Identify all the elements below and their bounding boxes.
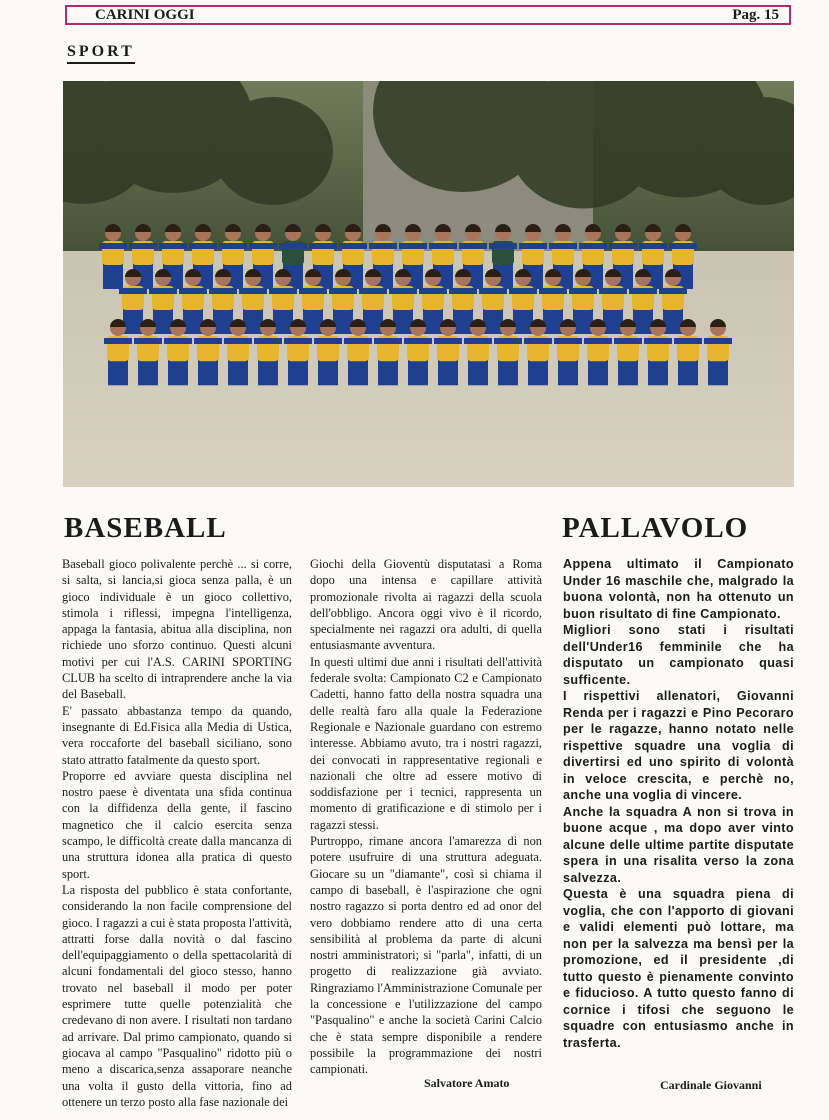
baseball-column-1 — [62, 556, 292, 1110]
article-paragraph: Migliori sono stati i risultati dell'Under16 femminile che ha disputato un campionato quasi sufficente. — [563, 623, 794, 687]
article-paragraph: E' passato abbastanza tempo da quando, insegnante di Ed.Fisica alla Media di Ustica, vera roccaforte del baseball siciliano, sono stato attratto fatalmente da questo sport. — [62, 703, 292, 767]
page-header — [65, 5, 791, 25]
pallavolo-column — [563, 556, 794, 1051]
page-number: Pag. 15 — [732, 6, 779, 23]
baseball-column-2 — [310, 556, 542, 1078]
article-paragraph: Appena ultimato il Campionato Under 16 maschile che, malgrado la buona volontà, non ha ottenuto un buon risultato di fine Campionato. — [563, 557, 794, 621]
article-paragraph: I rispettivi allenatori, Giovanni Renda per i ragazzi e Pino Pecoraro per le ragazze, hanno notato nelle rispettive squadre una voglia di divertirsi ed uno spirito di volontà in veloce crescita, e perchè no, anche una voglia di vincere. — [563, 689, 794, 802]
pallavolo-author: Cardinale Giovanni — [660, 1078, 762, 1092]
team-photo — [63, 81, 794, 487]
article-paragraph: Anche la squadra A non si trova in buone acque , ma dopo aver vinto alcune delle ultime partite disputate spera in una risalita verso la zona salvezza. — [563, 804, 794, 885]
article-paragraph: La risposta del pubblico è stata confortante, considerando la non facile comprensione del gioco. I ragazzi a cui è stata proposta l'attività, attratti forse dalla novità o dal fascino dell'equipaggiamento o della spettacolarità di alcuni fondamentali del gioco stesso, hanno trovato nel baseball il modo per poter esprimere tutte quelle potenzialità che credevano di non avere. I risultati non tardano ad arrivare. Dal primo campionato, quando si giocava al campo "Pasqualino" ridotto più o meno a discarica,senza assaporare neanche una volta il gusto della vittoria, fino ad ottenere un terzo posto alla fase nazionale dei — [62, 882, 292, 1109]
baseball-author: Salvatore Amato — [424, 1076, 510, 1090]
newspaper-title: CARINI OGGI — [95, 6, 195, 23]
article-paragraph: In questi ultimi due anni i risultati dell'attività federale svolta: Campionato C2 e Campionato Cadetti, hanno fatto della nostra squadra una delle realtà faro alla quale la Federazione Regionale e Nazionale guardano con estremo interesse. Abbiamo avuto, tra i nostri ragazzi, dei convocati in rappresentative regionali e nazionali che oltre ad essere motivo di soddisfazione per i tecnici, rappresenta un momento di gratificazione e di stimolo per i ragazzi stessi. — [310, 654, 542, 832]
article-paragraph: Questa è una squadra piena di voglia, che con l'apporto di giovani e validi elementi può lottare, ma non per la salvezza ma bensì per la promozione, ed il presidente ,di tutto questo è pienamente convinto e fiducioso. A tutto questo fanno di cornice i tifosi che seguono le squadre con entusiasmo anche in trasferta. — [563, 887, 794, 1050]
team-photo-image — [63, 81, 794, 487]
article-paragraph: Proporre ed avviare questa disciplina nel nostro paese è diventata una sfida continua con la diffidenza della gente, il fascino magnetico che il calcio esercita senza scampo, le difficoltà create dalla mancanza di una struttura idonea alla pratica di questo sport. — [62, 768, 292, 881]
section-label: SPORT — [67, 43, 135, 64]
baseball-headline: BASEBALL — [64, 512, 227, 544]
article-paragraph: Giochi della Gioventù disputatasi a Roma dopo una intensa e capillare attività promozionale rivolta ai ragazzi della scuola dell'obbligo. Ancora oggi vivo è il ricordo, specialmente nei ragazzi ora adulti, di quella entusiasmante avventura. — [310, 557, 542, 653]
tree-canopy — [213, 97, 333, 205]
article-paragraph: Baseball gioco polivalente perchè ... si corre, si salta, si lancia,si gioca senza palla, è un gioco individuale è un gioco collettivo, stimola i riflessi, impegna l'intelligenza, appaga la fantasia, abitua alla disciplina, non richiede uno sforzo continuo. Questi alcuni motivi per cui l'A.S. CARINI SPORTING CLUB ha scelto di intraprendere anche la via del Baseball. — [62, 557, 292, 702]
pallavolo-headline: PALLAVOLO — [562, 512, 749, 544]
article-paragraph: Purtroppo, rimane ancora l'amarezza di non potere usufruire di una struttura adeguata. Giocare su un "diamante", così si chiama il campo di baseball, è l'aspirazione che ogni nostro ragazzo si porta dentro ed ad onor del vero dobbiamo rendere atto di una certa sensibilità al problema da parte di alcuni nostri amministratori; si "parla", infatti, di un progetto di realizzazione già avviato. Ringraziamo l'Amministrazione Comunale per la concessione e l'utilizzazione del campo "Pasqualino" e anche la società Carini Calcio che è stata sempre disponibile a rendere possibile la programmazione dei nostri campionati. — [310, 834, 542, 1077]
